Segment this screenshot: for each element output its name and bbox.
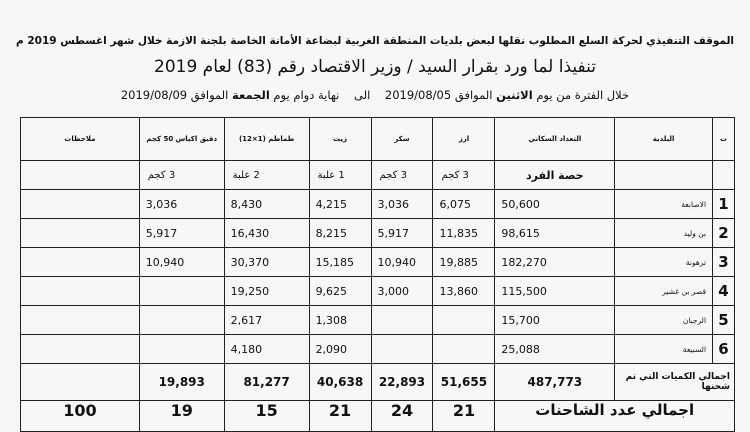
cell-notes: [21, 248, 140, 277]
cell-tomato: 4,180: [224, 335, 309, 364]
cell-sugar: 3,036: [371, 190, 433, 219]
cell-name: قصر بن غشير: [615, 277, 713, 306]
cell-notes: [21, 190, 140, 219]
share-blank: [713, 161, 735, 190]
totals-tomato: 81,277: [224, 364, 309, 401]
totals-flour: 19,893: [139, 364, 224, 401]
cell-index: 1: [713, 190, 735, 219]
trucks-label: اجمالي عدد الشاحنات: [495, 401, 735, 432]
cell-oil: 4,215: [309, 190, 371, 219]
cell-rice: [433, 335, 495, 364]
header-sugar: سكر: [371, 118, 433, 161]
cell-population: 50,600: [495, 190, 615, 219]
cell-oil: 8,215: [309, 219, 371, 248]
period-to: الى: [353, 88, 371, 102]
header-population: التعداد السكاني: [495, 118, 615, 161]
table-row: [21, 277, 735, 306]
cell-index: 4: [713, 277, 735, 306]
cell-tomato: 2,617: [224, 306, 309, 335]
cell-notes: [21, 335, 140, 364]
cell-population: 98,615: [495, 219, 615, 248]
cell-population: 182,270: [495, 248, 615, 277]
cell-flour: [139, 335, 224, 364]
cell-tomato: 30,370: [224, 248, 309, 277]
cell-flour: [139, 277, 224, 306]
cell-index: 3: [713, 248, 735, 277]
trucks-notes: 100: [21, 401, 140, 432]
cell-rice: 13,860: [433, 277, 495, 306]
period-start-label: الموافق: [454, 88, 493, 102]
trucks-tomato: 15: [224, 401, 309, 432]
cell-rice: 6,075: [433, 190, 495, 219]
distribution-table: [20, 117, 735, 432]
cell-oil: 2,090: [309, 335, 371, 364]
cell-name: بن وليد: [615, 219, 713, 248]
table-row: [21, 335, 735, 364]
document-title: الموقف التنفيذي لحركة السلع المطلوب نقلها لبعض بلديات المنطقة الغربية لبضاعة الأمانة الخاصة بلجنة الازمة خلال شهر اغسطس 2019 م: [15, 35, 735, 47]
trucks-oil: 21: [309, 401, 371, 432]
cell-notes: [21, 306, 140, 335]
share-rice: 3 كجم: [433, 161, 495, 190]
cell-population: 15,700: [495, 306, 615, 335]
table-row: [21, 248, 735, 277]
totals-oil: 40,638: [309, 364, 371, 401]
share-label: حصة الفرد: [495, 161, 615, 190]
cell-index: 2: [713, 219, 735, 248]
share-notes: [21, 161, 140, 190]
cell-oil: 1,308: [309, 306, 371, 335]
table-header-row: [21, 118, 735, 161]
cell-flour: [139, 306, 224, 335]
cell-sugar: 10,940: [371, 248, 433, 277]
totals-row: [21, 364, 735, 401]
cell-notes: [21, 277, 140, 306]
cell-oil: 9,625: [309, 277, 371, 306]
header-rice: ارز: [433, 118, 495, 161]
cell-flour: 5,917: [139, 219, 224, 248]
share-flour: 3 كجم: [139, 161, 224, 190]
trucks-flour: 19: [139, 401, 224, 432]
header-index: ت: [713, 118, 735, 161]
share-blank-name: [615, 161, 713, 190]
decree-line: تنفيذا لما ورد بقرار السيد / وزير الاقتصاد رقم (83) لعام 2019: [154, 57, 596, 77]
cell-flour: 3,036: [139, 190, 224, 219]
table-row: [21, 190, 735, 219]
cell-population: 25,088: [495, 335, 615, 364]
period-day-end: الجمعة: [232, 88, 270, 102]
trucks-rice: 21: [433, 401, 495, 432]
header-flour: دقيق اكياس 50 كجم: [139, 118, 224, 161]
header-notes: ملاحظات: [21, 118, 140, 161]
header-tomato: طماطم (1×12): [224, 118, 309, 161]
cell-sugar: [371, 335, 433, 364]
share-oil: 1 علبة: [309, 161, 371, 190]
cell-sugar: 3,000: [371, 277, 433, 306]
cell-name: السبيعة: [615, 335, 713, 364]
share-tomato: 2 علبة: [224, 161, 309, 190]
cell-index: 6: [713, 335, 735, 364]
header-oil: زيت: [309, 118, 371, 161]
cell-name: ترهونة: [615, 248, 713, 277]
period-day-start: الاثنين: [496, 88, 533, 102]
totals-sugar: 22,893: [371, 364, 433, 401]
cell-sugar: 5,917: [371, 219, 433, 248]
cell-rice: 11,835: [433, 219, 495, 248]
header-municipality: البلدية: [615, 118, 713, 161]
cell-flour: 10,940: [139, 248, 224, 277]
share-sugar: 3 كجم: [371, 161, 433, 190]
cell-tomato: 8,430: [224, 190, 309, 219]
share-row: [21, 161, 735, 190]
cell-tomato: 16,430: [224, 219, 309, 248]
table-row: [21, 219, 735, 248]
totals-notes: [21, 364, 140, 401]
trucks-row: [21, 401, 735, 432]
cell-notes: [21, 219, 140, 248]
cell-tomato: 19,250: [224, 277, 309, 306]
trucks-sugar: 24: [371, 401, 433, 432]
cell-sugar: [371, 306, 433, 335]
cell-rice: [433, 306, 495, 335]
totals-label: اجمالي الكميات التي تم شحنها: [615, 364, 735, 401]
totals-rice: 51,655: [433, 364, 495, 401]
period-line: [0, 88, 750, 102]
period-end-label: الموافق: [190, 88, 229, 102]
period-prefix: خلال الفترة من يوم: [536, 88, 630, 102]
period-end-prefix: نهاية دوام يوم: [273, 88, 340, 102]
cell-population: 115,500: [495, 277, 615, 306]
table-row: [21, 306, 735, 335]
period-date-start: 2019/08/05: [384, 88, 452, 102]
totals-population: 487,773: [495, 364, 615, 401]
cell-oil: 15,185: [309, 248, 371, 277]
cell-rice: 19,885: [433, 248, 495, 277]
cell-name: الاصابعة: [615, 190, 713, 219]
period-date-end: 2019/08/09: [120, 88, 188, 102]
cell-index: 5: [713, 306, 735, 335]
cell-name: الرجبان: [615, 306, 713, 335]
